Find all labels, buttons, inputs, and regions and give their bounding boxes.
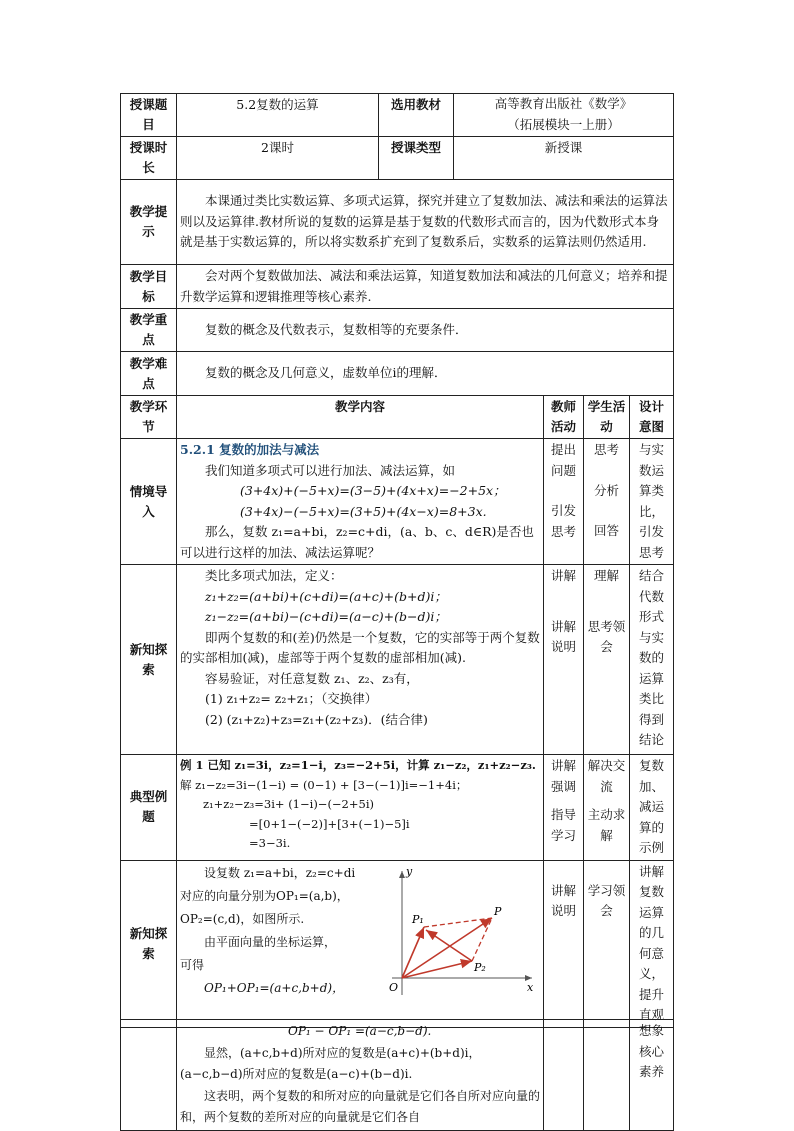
table-row <box>121 755 674 861</box>
lesson-plan-table <box>120 93 674 1028</box>
tips-text: 本课通过类比实数运算、多项式运算，探究并建立了复数加法、减法和乘法的运算法则以及运算律.教材所说的复数的运算是基于复数的代数形式而言的，因为代数形式本身就是基于实数运算的，所以将实数系扩充到了复数系后，实数系的运算法则仍然适用. <box>177 180 674 265</box>
content-line: 即两个复数的和(差)仍然是一个复数，它的实部等于两个复数的实部相加(减)，虚部等于两个复数的虚部相加(减). <box>180 629 540 665</box>
teacher-cell <box>544 439 584 565</box>
student-activity: 解决交流 <box>587 758 626 794</box>
teacher-cell <box>544 1020 584 1131</box>
table-row <box>121 439 674 565</box>
stage-cell: 情境导入 <box>121 439 177 565</box>
table-row <box>121 860 674 1027</box>
teacher-cell <box>544 565 584 755</box>
content-line: OP₂=(c,d)，如图所示. <box>180 911 305 926</box>
hours-value: 2课时 <box>177 137 379 180</box>
teacher-activity: 引发思考 <box>550 503 576 539</box>
vector-p2p1 <box>426 930 472 961</box>
content-line: 对应的向量分别为OP₁=(a,b)， <box>180 888 349 903</box>
goals-label: 教学目标 <box>121 265 177 309</box>
section-heading: 5.2.1 复数的加法与减法 <box>180 442 320 457</box>
student-cell <box>584 1020 630 1131</box>
topic-label: 授课题目 <box>121 94 177 137</box>
stage-cell <box>121 1020 177 1131</box>
student-cell <box>584 755 630 861</box>
teacher-activity: 讲解说明 <box>550 882 576 918</box>
formula-line: z₁−z₂=(a+bi)−(c+di)=(a−c)+(b−d)i； <box>205 609 447 624</box>
col-student: 学生活动 <box>584 396 630 439</box>
difficulties-label: 教学难点 <box>121 352 177 396</box>
y-axis-label: y <box>406 864 413 878</box>
key-points-label: 教学重点 <box>121 309 177 352</box>
content-line: (1) z₁+z₂= z₂+z₁；（交换律） <box>205 691 378 706</box>
content-line: 显然，(a+c,b+d)所对应的复数是(a+c)+(b+d)i， <box>204 1045 481 1060</box>
content-line: 我们知道多项式可以进行加法、减法运算，如 <box>205 462 456 478</box>
content-line: 容易验证，对任意复数 z₁、z₂、z₃有， <box>205 670 419 686</box>
tips-label: 教学提示 <box>121 180 177 265</box>
vector-op2 <box>402 961 472 978</box>
student-activity: 回答 <box>593 523 619 538</box>
design-cell: 复数加、减运算的示例 <box>630 755 674 861</box>
content-cell <box>177 860 544 1027</box>
content-line: 设复数 z₁=a+bi，z₂=c+di <box>204 865 356 880</box>
content-cell <box>177 755 544 861</box>
col-design: 设计意图 <box>630 396 674 439</box>
teacher-activity: 讲解强调 <box>550 758 576 794</box>
student-activity: 主动求解 <box>587 807 626 843</box>
example-heading: 例 1 已知 z₁=3i，z₂=1−i，z₃=−2+5i，计算 z₁−z₂，z₁+z₂−z₃. <box>180 758 536 772</box>
type-label: 授课类型 <box>379 137 454 180</box>
textbook-label: 选用教材 <box>379 94 454 137</box>
content-cell <box>177 1020 544 1131</box>
student-activity: 思考 <box>593 442 619 457</box>
solution-line: =[0+1−(−2)]+[3+(−1)−5]i <box>249 816 410 831</box>
student-cell <box>584 860 630 1027</box>
content-line: (2) (z₁+z₂)+z₃=z₁+(z₂+z₃)．(结合律) <box>205 711 428 727</box>
difficulties-text: 复数的概念及几何意义，虚数单位i的理解． <box>177 352 674 396</box>
teacher-activity: 讲解说明 <box>550 618 576 654</box>
stage-cell: 新知探索 <box>121 565 177 755</box>
student-cell <box>584 565 630 755</box>
formula-line: OP₁ − OP₁ =(a−c,b−d). <box>288 1024 432 1038</box>
content-line: 那么，复数 z₁=a+bi，z₂=c+di，(a、b、c、d∈R)是否也可以进行这样的加法、减法运算呢？ <box>180 524 534 560</box>
student-activity: 思考领会 <box>587 618 626 654</box>
solution-line: =3−3i. <box>249 836 291 850</box>
x-axis-label: x <box>527 980 534 994</box>
student-activity: 分析 <box>593 482 619 498</box>
teacher-activity: 提出问题 <box>550 442 576 478</box>
solution-line: 解 z₁−z₂=3i−(1−i) = (0−1) + [3−(−1)]i=−1+4i； <box>180 777 468 792</box>
formula-line: OP₁+OP₁=(a+c,b+d)， <box>204 980 345 995</box>
textbook-value: 高等教育出版社《数学》（拓展模块一上册） <box>454 94 674 137</box>
design-cell: 与实数运算类比，引发思考 <box>630 439 674 565</box>
vector-diagram <box>382 863 542 1003</box>
formula-line: z₁+z₂=(a+bi)+(c+di)=(a+c)+(b+d)i； <box>205 588 447 604</box>
design-cell: 讲解复数运算的几何意义，提升直观 <box>630 860 674 1027</box>
student-cell <box>584 439 630 565</box>
content-line: 这表明，两个复数的和所对应的向量就是它们各自所对应向量的和，两个复数的差所对应的向量就是它们各自 <box>180 1088 541 1124</box>
teacher-activity: 讲解 <box>550 568 576 583</box>
lesson-plan-continuation <box>120 1019 674 1131</box>
table-row <box>121 1020 674 1131</box>
p-label: P <box>494 904 502 918</box>
topic-value: 5.2复数的运算 <box>177 94 379 137</box>
stage-cell: 新知探索 <box>121 860 177 1027</box>
type-value: 新授课 <box>454 137 674 180</box>
content-cell <box>177 565 544 755</box>
key-points-text: 复数的概念及代数表示，复数相等的充要条件． <box>177 309 674 352</box>
content-line: 类比多项式加法，定义： <box>205 568 343 583</box>
formula-line: (3+4x)−(−5+x)=(3+5)+(4x−x)=8+3x. <box>240 503 487 519</box>
p1-label: P₁ <box>412 912 424 926</box>
col-stage: 教学环节 <box>121 396 177 439</box>
p2-label: P₂ <box>474 960 486 974</box>
formula-line: (3+4x)+(−5+x)=(3−5)+(4x+x)=−2+5x； <box>240 483 506 498</box>
design-cell: 想象核心素养 <box>630 1020 674 1131</box>
col-content: 教学内容 <box>177 396 544 439</box>
stage-cell: 典型例题 <box>121 755 177 861</box>
origin-label: O <box>389 980 399 994</box>
design-cell: 结合代数形式与实数的运算类比得到结论 <box>630 565 674 755</box>
student-activity: 理解 <box>593 568 619 583</box>
content-line: (a−c,b−d)所对应的复数是(a−c)+(b−d)i. <box>180 1067 413 1081</box>
goals-text: 会对两个复数做加法、减法和乘法运算，知道复数加法和减法的几何意义；培养和提升数学运算和逻辑推理等核心素养. <box>177 265 674 309</box>
teacher-cell <box>544 755 584 861</box>
content-cell <box>177 439 544 565</box>
teacher-cell <box>544 860 584 1027</box>
content-line: 可得 <box>180 957 205 972</box>
hours-label: 授课时长 <box>121 137 177 180</box>
student-activity: 学习领会 <box>587 882 626 918</box>
solution-line: z₁+z₂−z₃=3i+ (1−i)−(−2+5i) <box>203 797 374 811</box>
table-row <box>121 565 674 755</box>
teacher-activity: 指导学习 <box>550 807 576 843</box>
col-teacher: 教师活动 <box>544 396 584 439</box>
content-line: 由平面向量的坐标运算， <box>204 934 337 949</box>
